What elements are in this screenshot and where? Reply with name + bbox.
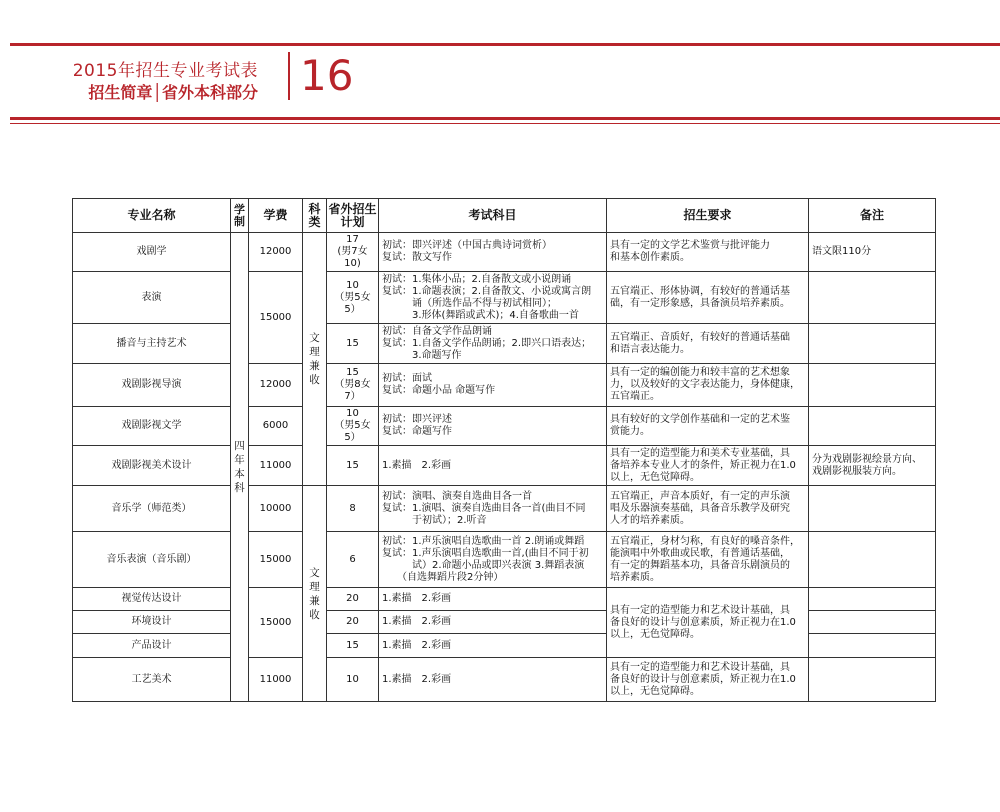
requirement-cell: 五官端正、形体协调，有较好的普通话基 础，有一定形象感，具备演员培养素质。 <box>607 272 809 324</box>
header-exam: 考试科目 <box>379 199 607 233</box>
fee-cell: 12000 <box>249 233 303 272</box>
category-cell: 文理兼收 <box>303 486 327 702</box>
header-category: 科类 <box>303 199 327 233</box>
fee-cell: 10000 <box>249 486 303 532</box>
plan-cell: 15 （男8女7） <box>327 364 379 407</box>
note-cell <box>809 611 936 634</box>
note-cell <box>809 324 936 364</box>
header-notes: 备注 <box>809 199 936 233</box>
fee-cell: 11000 <box>249 446 303 486</box>
header-fee: 学费 <box>249 199 303 233</box>
note-cell <box>809 634 936 658</box>
table-row <box>73 658 936 702</box>
note-cell <box>809 532 936 588</box>
table-row <box>73 588 936 611</box>
exam-cell: 1.素描 2.彩画 <box>379 588 607 611</box>
page-number: 16 <box>300 51 354 100</box>
exam-cell: 1.素描 2.彩画 <box>379 634 607 658</box>
exam-cell: 1.素描 2.彩画 <box>379 658 607 702</box>
note-cell: 语文限110分 <box>809 233 936 272</box>
exam-cell: 1.素描 2.彩画 <box>379 611 607 634</box>
requirement-cell: 五官端正、音质好，有较好的普通话基础 和语言表达能力。 <box>607 324 809 364</box>
header-title: 2015年招生专业考试表 <box>72 61 258 81</box>
category-cell: 文理兼收 <box>303 233 327 486</box>
table-row <box>73 272 936 324</box>
requirement-cell: 具有一定的造型能力和艺术设计基础，具 备良好的设计与创意素质，矫正视力在1.0 以上，无色觉障碍。 <box>607 658 809 702</box>
requirement-cell: 具有一定的编创能力和较丰富的艺术想象 力，以及较好的文字表达能力，身体健康， 五官端正。 <box>607 364 809 407</box>
plan-cell: 10 <box>327 658 379 702</box>
major-cell: 环境设计 <box>73 611 231 634</box>
major-cell: 戏剧影视文学 <box>73 407 231 446</box>
note-cell <box>809 272 936 324</box>
plan-cell: 20 <box>327 611 379 634</box>
exam-cell: 初试：面试 复试：命题小品 命题写作 <box>379 364 607 407</box>
exam-cell: 1.素描 2.彩画 <box>379 446 607 486</box>
requirement-cell: 具有一定的造型能力和艺术设计基础，具 备良好的设计与创意素质，矫正视力在1.0 以上，无色觉障碍。 <box>607 588 809 658</box>
note-cell <box>809 407 936 446</box>
fee-cell: 11000 <box>249 658 303 702</box>
requirement-cell: 具有一定的造型能力和美术专业基础，具 备培养本专业人才的条件，矫正视力在1.0 以上，无色觉障碍。 <box>607 446 809 486</box>
requirement-cell: 五官端正，身材匀称，有良好的嗓音条件， 能演唱中外歌曲或民歌，有普通话基础， 有一定的舞蹈基本功，具备音乐剧演员的 培养素质。 <box>607 532 809 588</box>
header-major: 专业名称 <box>73 199 231 233</box>
note-cell: 分为戏剧影视绘景方向、 戏剧影视服装方向。 <box>809 446 936 486</box>
plan-cell: 15 <box>327 324 379 364</box>
fee-cell: 15000 <box>249 588 303 658</box>
fee-cell: 12000 <box>249 364 303 407</box>
exam-cell: 初试：1.集体小品；2.自备散文或小说朗诵 复试：1.命题表演；2.自备散文、小说或寓言朗 诵（所选作品不得与初试相同）； 3.形体(舞蹈或武术)；4.自备歌曲一首 <box>379 272 607 324</box>
major-cell: 音乐表演（音乐剧） <box>73 532 231 588</box>
plan-cell: 15 <box>327 634 379 658</box>
table-row <box>73 532 936 588</box>
major-cell: 戏剧影视美术设计 <box>73 446 231 486</box>
header-divider <box>288 52 290 100</box>
major-cell: 戏剧学 <box>73 233 231 272</box>
requirement-cell: 具有较好的文学创作基础和一定的艺术鉴 赏能力。 <box>607 407 809 446</box>
major-cell: 产品设计 <box>73 634 231 658</box>
header-top-rule <box>10 43 1000 46</box>
table-row <box>73 446 936 486</box>
exam-table <box>72 198 936 702</box>
major-cell: 表演 <box>73 272 231 324</box>
major-cell: 工艺美术 <box>73 658 231 702</box>
note-cell <box>809 658 936 702</box>
table-row <box>73 364 936 407</box>
requirement-cell: 具有一定的文学艺术鉴赏与批评能力 和基本创作素质。 <box>607 233 809 272</box>
note-cell <box>809 486 936 532</box>
fee-cell: 15000 <box>249 272 303 364</box>
table-row <box>73 233 936 272</box>
table-row <box>73 407 936 446</box>
plan-cell: 10 （男5女5） <box>327 407 379 446</box>
exam-cell: 初试：演唱、演奏自选曲目各一首 复试：1.演唱、演奏自选曲目各一首(曲目不同 于初试）；2.听音 <box>379 486 607 532</box>
plan-cell: 15 <box>327 446 379 486</box>
header-duration: 学制 <box>231 199 249 233</box>
fee-cell: 6000 <box>249 407 303 446</box>
header-requirements: 招生要求 <box>607 199 809 233</box>
requirement-cell: 五官端正，声音本质好，有一定的声乐演 唱及乐器演奏基础，具备音乐教学及研究 人才的培养素质。 <box>607 486 809 532</box>
note-cell <box>809 364 936 407</box>
exam-cell: 初试：即兴评述 复试：命题写作 <box>379 407 607 446</box>
exam-cell: 初试：即兴评述（中国古典诗词赏析） 复试：散文写作 <box>379 233 607 272</box>
table-row <box>73 324 936 364</box>
plan-cell: 20 <box>327 588 379 611</box>
plan-cell: 17 (男7女10) <box>327 233 379 272</box>
major-cell: 播音与主持艺术 <box>73 324 231 364</box>
plan-cell: 8 <box>327 486 379 532</box>
plan-cell: 6 <box>327 532 379 588</box>
exam-cell: 初试：1.声乐演唱自选歌曲一首 2.朗诵或舞蹈 复试：1.声乐演唱自选歌曲一首,(曲目不同于初 试）2.命题小品或即兴表演 3.舞蹈表演 （自选舞蹈片段2分钟） <box>379 532 607 588</box>
plan-cell: 10 （男5女5） <box>327 272 379 324</box>
note-cell <box>809 588 936 611</box>
major-cell: 视觉传达设计 <box>73 588 231 611</box>
header-plan: 省外招生计划 <box>327 199 379 233</box>
duration-cell: 四年本科 <box>231 233 249 702</box>
major-cell: 戏剧影视导演 <box>73 364 231 407</box>
header-bottom-rule <box>10 117 1000 120</box>
table-header-row <box>73 199 936 233</box>
table-row <box>73 486 936 532</box>
fee-cell: 15000 <box>249 532 303 588</box>
header-bottom-thin-rule <box>10 123 1000 124</box>
exam-cell: 初试：自备文学作品朗诵 复试：1.自备文学作品朗诵；2.即兴口语表达； 3.命题写作 <box>379 324 607 364</box>
header-subtitle: 招生简章│省外本科部分 <box>88 83 258 102</box>
major-cell: 音乐学（师范类） <box>73 486 231 532</box>
